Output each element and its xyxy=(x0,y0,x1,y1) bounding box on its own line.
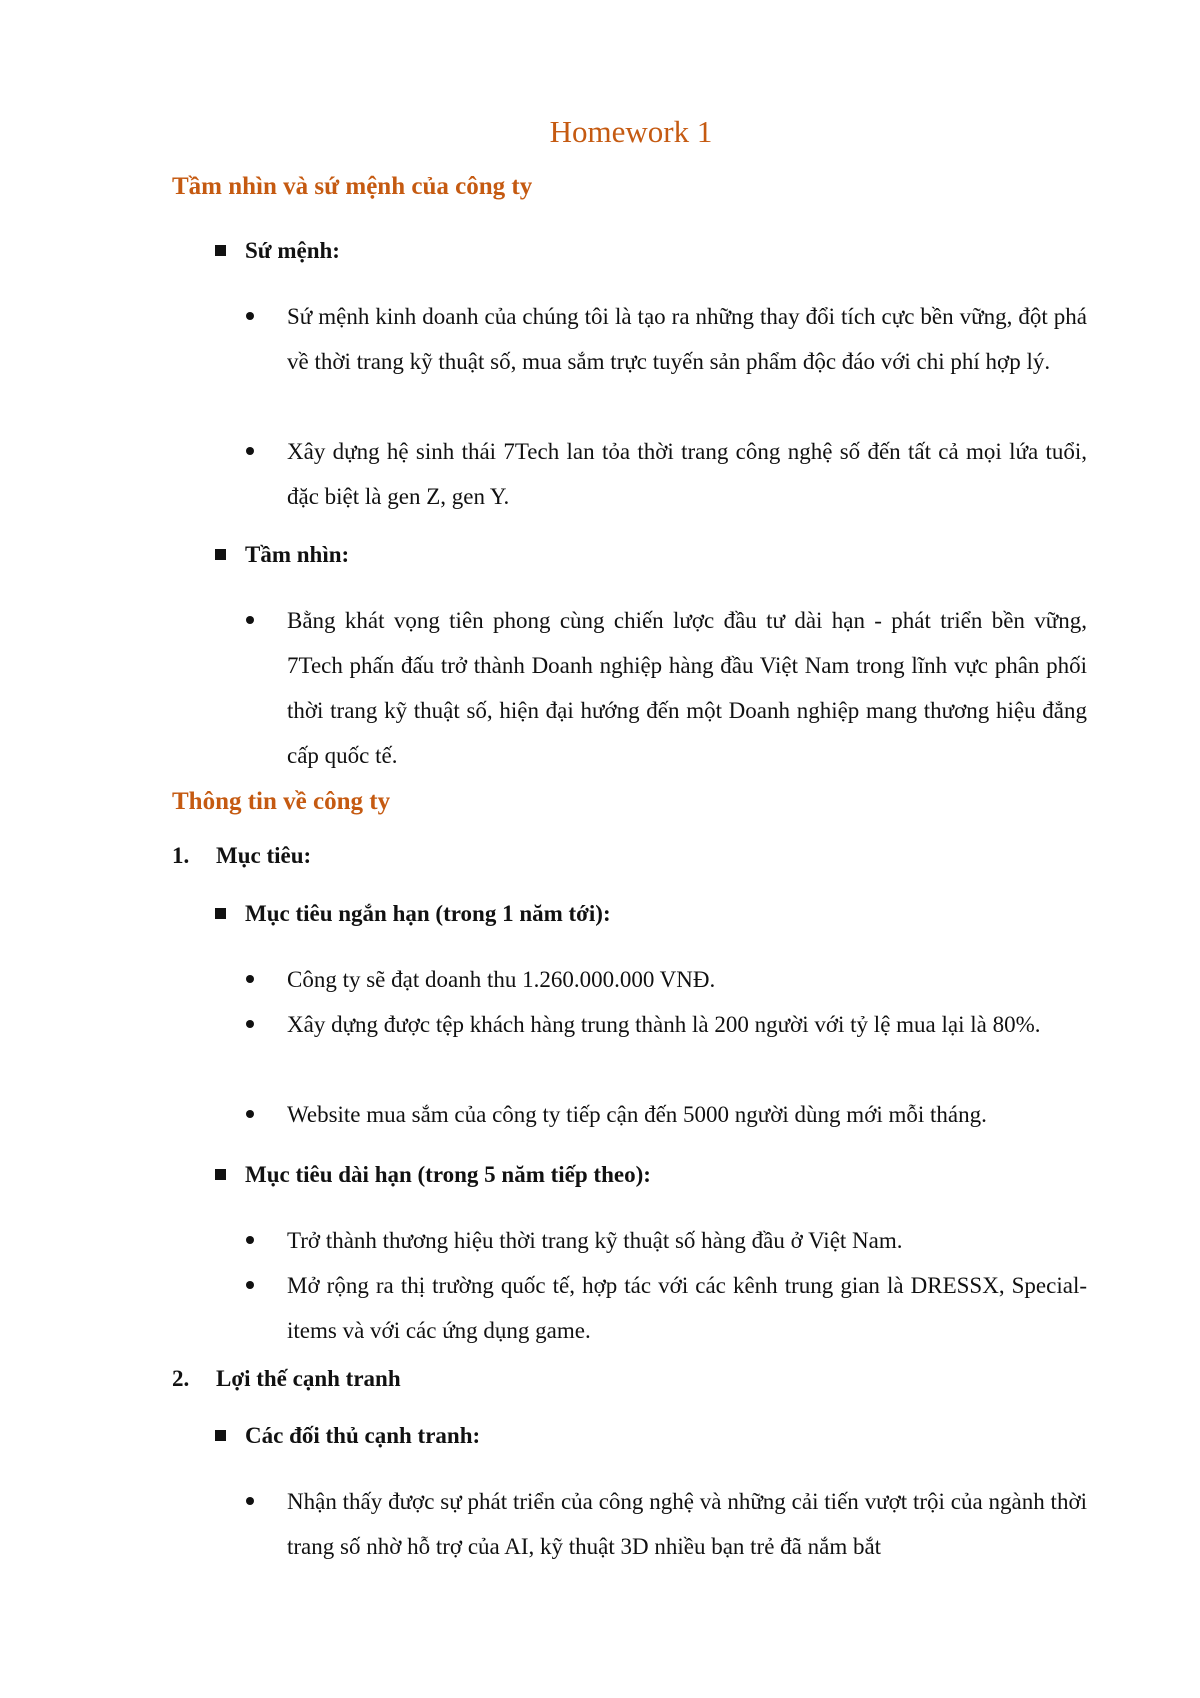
document-title: Homework 1 xyxy=(549,114,713,149)
bullet-dot-icon xyxy=(246,1281,254,1289)
bullet-dot-icon xyxy=(246,616,254,624)
bullet-dot-icon xyxy=(246,1236,254,1244)
bullet-dot-icon xyxy=(246,447,254,455)
square-bullet-icon xyxy=(215,245,226,256)
document-page: Homework 1 Tầm nhìn và sứ mệnh của công ty Sứ mệnh: Sứ mệnh kinh doanh của chúng tôi là tạo ra những thay đổi tích cực bền vững, đột phá về thời trang kỹ thuật số, mua sắm trực tuyến sản phẩm độc đáo với chi phí hợp lý. Xây dựng hệ sinh thái 7Tech lan tỏa thời trang công nghệ số đến tất cả mọi lứa tuổi, đặc biệt là gen Z, gen Y. Tầm nhìn: Bằng khát vọng tiên phong cùng chiến lược đầu tư dài hạn - phát triển bền vững, 7Tech phấn đấu trở thành Doanh nghiệp hàng đầu Việt Nam trong lĩnh vực phân phối thời trang kỹ thuật số, hiện đại hướng đến một Doanh nghiệp mang thương hiệu đẳng cấp quốc tế. Thông tin về công ty 1. Mục tiêu: Mục tiêu ngắn hạn (trong 1 năm tới): Công ty sẽ đạt doanh thu 1.260.000.000 VNĐ. Xây dựng được tệp khách hàng trung thành là 200 người với tỷ lệ mua lại là 80%. Website mua sắm của công ty tiếp cận đến 5000 người dùng mới mỗi tháng. Mục tiêu dài hạn (trong 5 năm tiếp theo): Trở thành thương hiệu thời trang kỹ thuật số hàng đầu ở Việt Nam. Mở rộng ra thị trường quốc tế, hợp tác với các kênh trung gian là DRESSX, Special-items và với các ứng dụng game. 2. Lợi thế cạnh tranh Các đối thủ cạnh tranh: Nhận thấy được sự phát triển của công nghệ và những cải tiến vượt trội của ngành thời trang số nhờ hỗ trợ của AI, kỹ thuật 3D nhiều bạn trẻ đã nắm bắt xyxy=(0,0,1200,1698)
square-bullet-icon xyxy=(215,549,226,560)
square-bullet-icon xyxy=(215,908,226,919)
bullet-dot-icon xyxy=(246,975,254,983)
square-bullet-icon xyxy=(215,1169,226,1180)
section-heading-company-info: Thông tin về công ty xyxy=(172,788,391,815)
square-bullet-icon xyxy=(215,1430,226,1441)
bullet-dot-icon xyxy=(246,1497,254,1505)
section-heading-vision-mission: Tầm nhìn và sứ mệnh của công ty xyxy=(172,173,533,200)
bullet-dot-icon xyxy=(246,1020,254,1028)
bullet-dot-icon xyxy=(246,1110,254,1118)
bullet-dot-icon xyxy=(246,312,254,320)
